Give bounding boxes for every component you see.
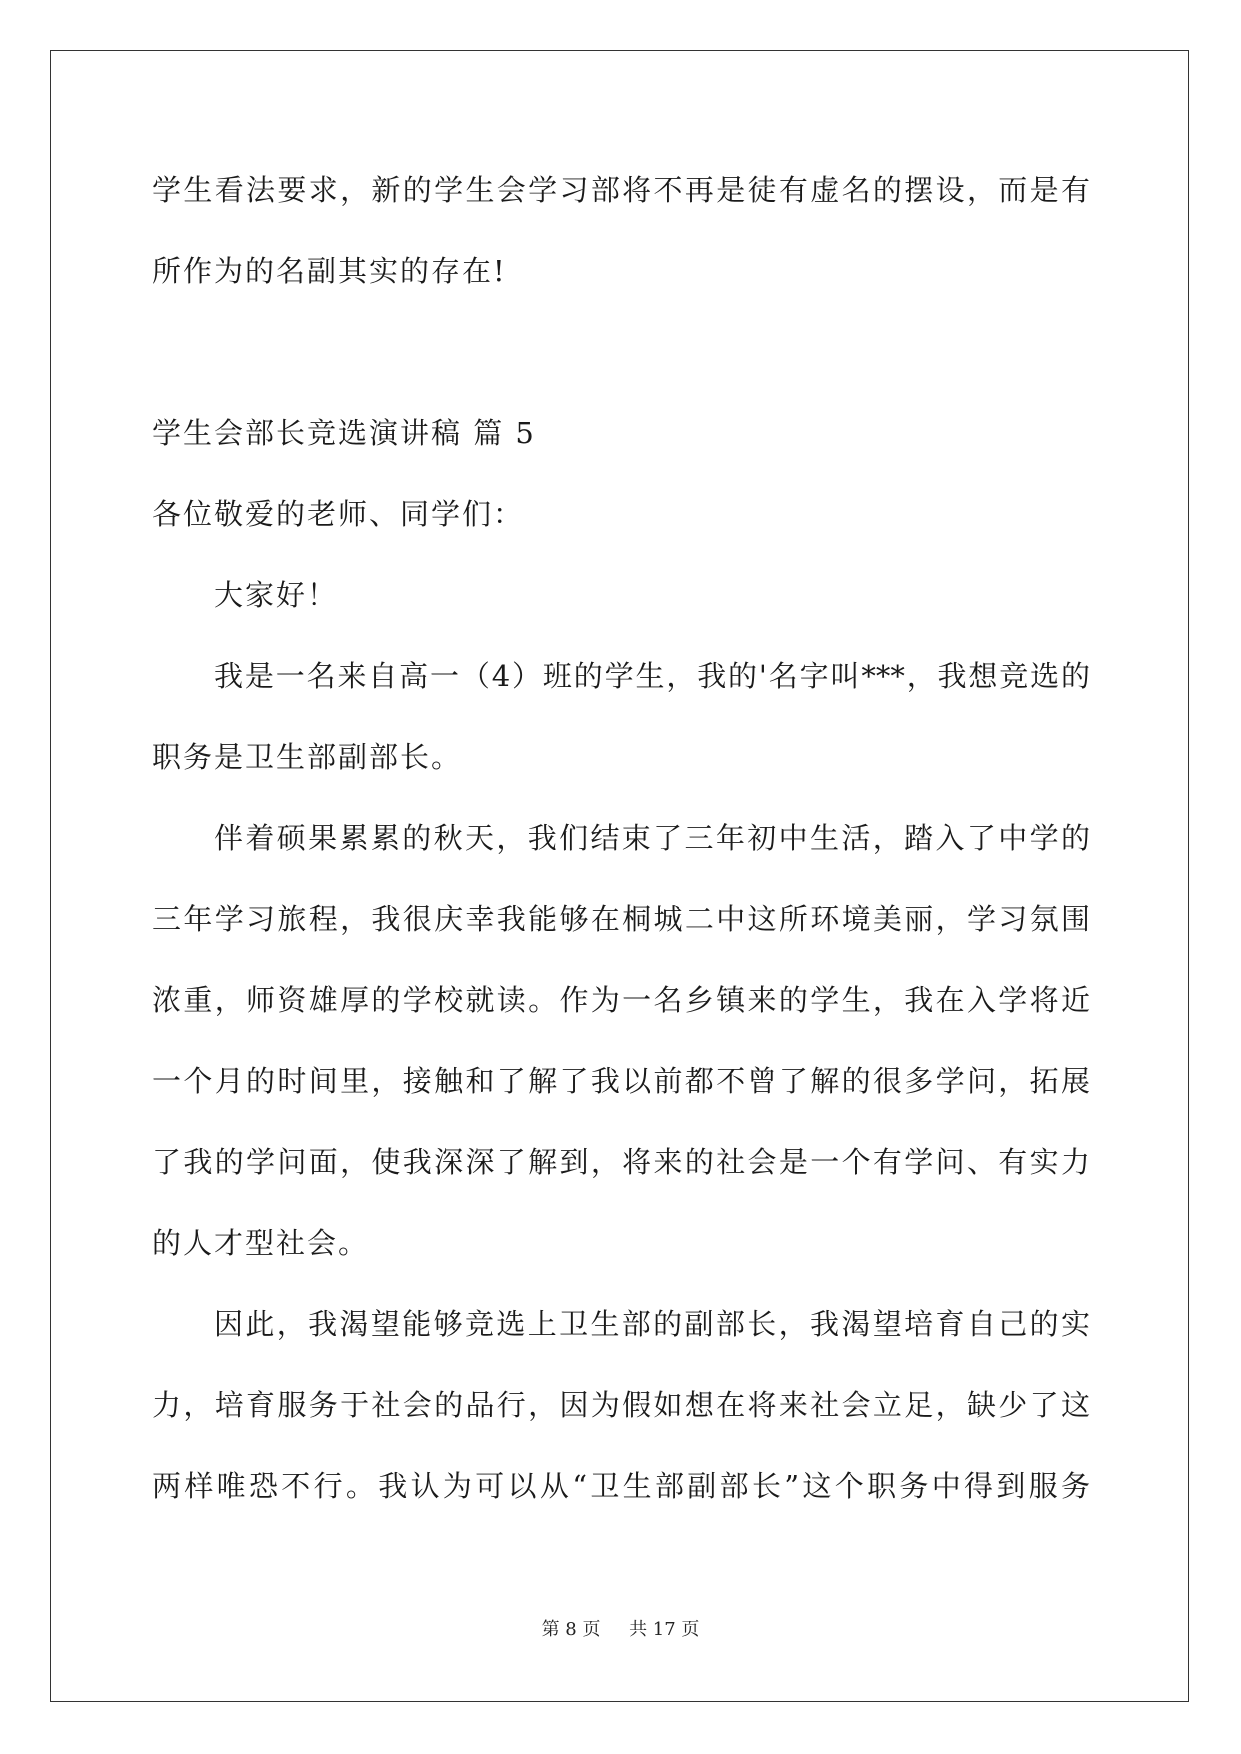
paragraph-line: 因此，我渴望能够竞选上卫生部的副部长，我渴望培育自己的实 [214,1307,1090,1341]
page-border [50,50,1189,1702]
paragraph-line: 浓重，师资雄厚的学校就读。作为一名乡镇来的学生，我在入学将近 [152,983,1090,1017]
paragraph-line: 学生看法要求，新的学生会学习部将不再是徒有虚名的摆设，而是有 [152,173,1090,207]
greeting: 大家好！ [214,578,339,612]
paragraph-line: 两样唯恐不行。我认为可以从“卫生部副部长”这个职务中得到服务 [152,1469,1090,1503]
page-footer [0,1618,1241,1642]
section-heading: 学生会部长竞选演讲稿 篇 5 [152,416,536,450]
paragraph-line: 一个月的时间里，接触和了解了我以前都不曾了解的很多学问，拓展 [152,1064,1090,1098]
paragraph-line: 了我的学问面，使我深深了解到，将来的社会是一个有学问、有实力 [152,1145,1090,1179]
page-number: 第 8 页 [541,1619,601,1640]
paragraph-line: 的人才型社会。 [152,1226,370,1260]
paragraph-line: 三年学习旅程，我很庆幸我能够在桐城二中这所环境美丽，学习氛围 [152,902,1090,936]
salutation: 各位敬爱的老师、同学们： [152,497,525,531]
paragraph-line: 伴着硕果累累的秋天，我们结束了三年初中生活，踏入了中学的 [214,821,1090,855]
paragraph-line: 职务是卫生部副部长。 [152,740,463,774]
page-total: 共 17 页 [629,1619,700,1640]
paragraph-line: 所作为的名副其实的存在! [152,254,507,288]
paragraph-line: 我是一名来自高一（4）班的学生，我的'名字叫***，我想竞选的 [214,659,1090,693]
paragraph-line: 力，培育服务于社会的品行，因为假如想在将来社会立足，缺少了这 [152,1388,1090,1422]
